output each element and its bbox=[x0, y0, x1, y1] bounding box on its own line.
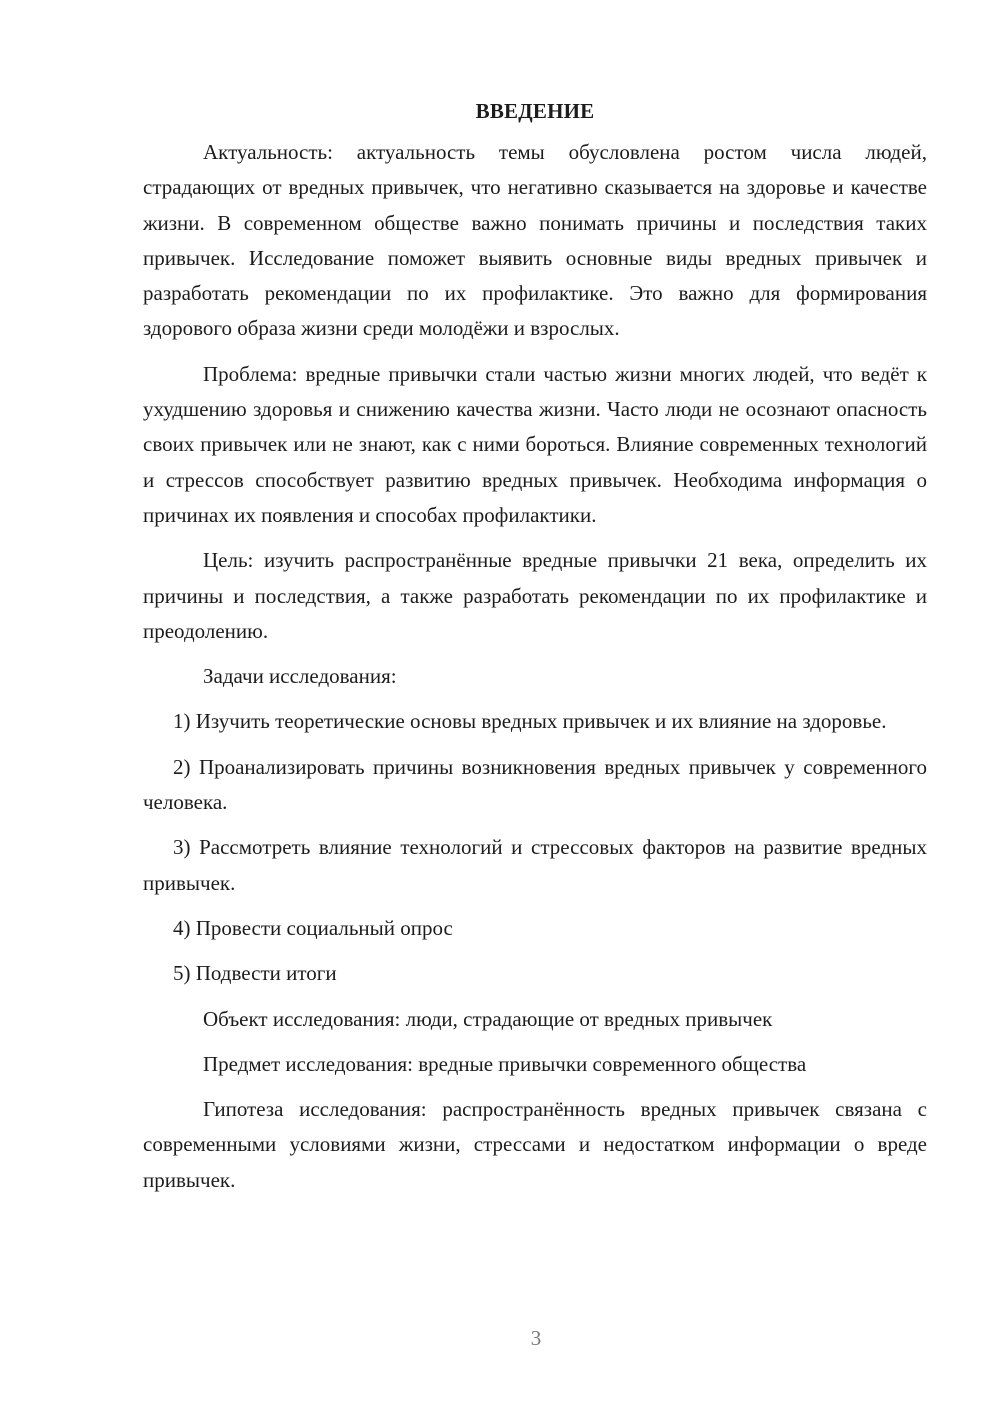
goal-paragraph: Цель: изучить распространённые вредные привычки 21 века, определить их причины и последствия, а также разработать рекомендации по их профилактике и преодолению. bbox=[143, 548, 927, 643]
problem-paragraph: Проблема: вредные привычки стали частью жизни многих людей, что ведёт к ухудшению здоровья и снижению качества жизни. Часто люди не осознают опасность своих привычек или не знают, как с ними бороться. Влияние современных технологий и стрессов способствует развитию вредных привычек. Необходима информация о причинах их появления и способах профилактики. bbox=[143, 361, 927, 527]
tasks-heading: Задачи исследования: bbox=[203, 664, 397, 689]
subject-paragraph: Предмет исследования: вредные привычки современного общества bbox=[203, 1051, 807, 1076]
task-item-3: 3) Рассмотреть влияние технологий и стрессовых факторов на развитие вредных привычек. bbox=[143, 835, 927, 895]
task-item-2: 2) Проанализировать причины возникновения вредных привычек у современного человека. bbox=[143, 754, 927, 815]
hypothesis-paragraph: Гипотеза исследования: распространённость вредных привычек связана с современными условиями жизни, стрессами и недостатком информации о вреде привычек. bbox=[143, 1097, 927, 1192]
task-item-1: 1) Изучить теоретические основы вредных привычек и их влияние на здоровье. bbox=[173, 709, 887, 734]
page-number: 3 bbox=[530, 1326, 542, 1350]
object-paragraph: Объект исследования: люди, страдающие от вредных привычек bbox=[203, 1006, 773, 1031]
relevance-paragraph: Актуальность: актуальность темы обусловлена ростом числа людей, страдающих от вредных привычек, что негативно сказывается на здоровье и качестве жизни. В современном обществе важно понимать причины и последствия таких привычек. Исследование поможет выявить основные виды вредных привычек и разработать рекомендации по их профилактике. Это важно для формирования здорового образа жизни среди молодёжи и взрослых. bbox=[143, 140, 927, 341]
task-item-4: 4) Провести социальный опрос bbox=[173, 915, 453, 940]
page-title: ВВЕДЕНИЕ bbox=[475, 99, 595, 123]
document-body bbox=[143, 94, 927, 1208]
task-item-5: 5) Подвести итоги bbox=[173, 961, 337, 986]
